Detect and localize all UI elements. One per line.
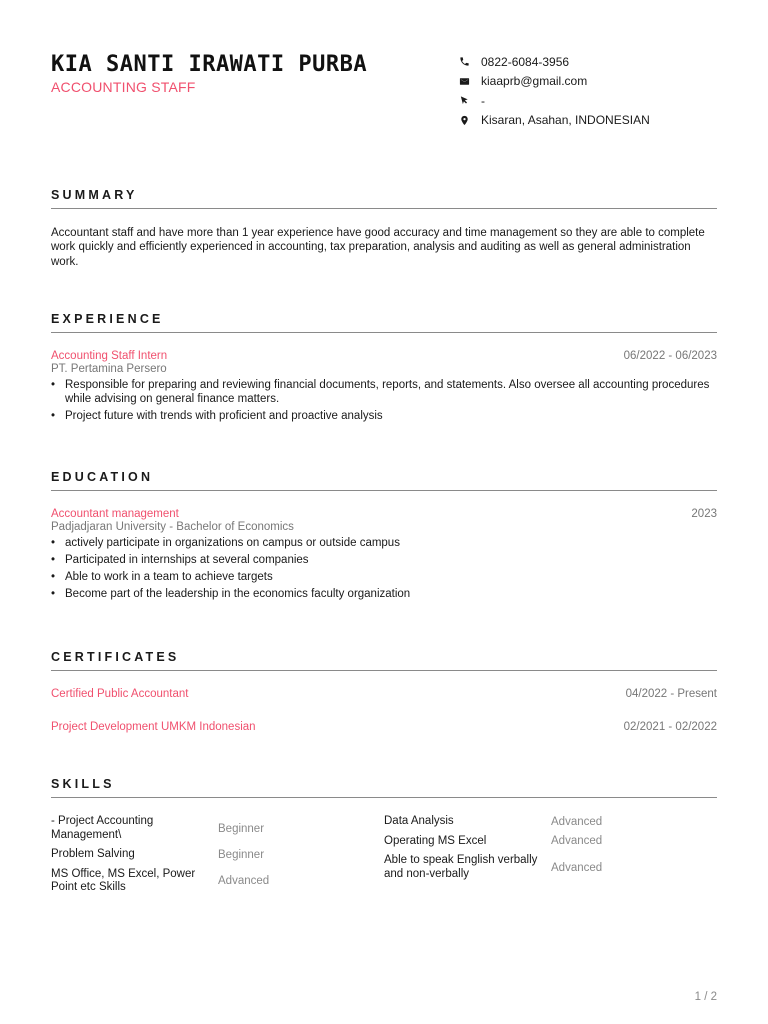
cursor-icon: [459, 95, 481, 106]
divider: [51, 490, 717, 491]
skill-item: [384, 815, 717, 829]
certificate-item: [51, 721, 717, 754]
skill-level: Advanced: [218, 875, 270, 887]
skill-level: Advanced: [551, 835, 603, 848]
skills-section: [51, 777, 717, 901]
certificate-date: 04/2022 - Present: [625, 688, 717, 700]
skill-level: Advanced: [551, 861, 603, 874]
bullet-item: • Project future with trends with proficient and proactive analysis: [51, 410, 717, 424]
skill-name: Data Analysis: [384, 815, 454, 827]
certificate-name: Project Development UMKM Indonesian: [51, 721, 256, 733]
skill-name: Able to speak English verbally and non-verbally: [384, 854, 538, 880]
skill-item: [384, 835, 717, 849]
summary-section: [51, 188, 717, 269]
certificates-section: [51, 650, 717, 754]
school-name: Padjadjaran University - Bachelor of Economics: [51, 521, 294, 533]
certificate-date: 02/2021 - 02/2022: [623, 721, 717, 733]
section-title: SKILLS: [51, 777, 115, 791]
skills-column-right: [384, 815, 717, 901]
skill-name: MS Office, MS Excel, Power Point etc Skills: [51, 867, 196, 893]
experience-entry: [51, 350, 717, 424]
divider: [51, 332, 717, 333]
contact-website-text: -: [481, 93, 485, 108]
location-pin-icon: [459, 115, 481, 126]
bullet-item: • Become part of the leadership in the economics faculty organization: [51, 588, 717, 602]
certificate-list: [51, 688, 717, 754]
skill-level: Beginner: [218, 822, 265, 835]
skill-item: [51, 868, 384, 895]
contact-phone: [459, 52, 650, 72]
job-bullets: [51, 379, 717, 424]
experience-section: [51, 312, 717, 427]
page-number: 1 / 2: [694, 991, 717, 1003]
section-title: EDUCATION: [51, 470, 154, 484]
contact-phone-text: 0822-6084-3956: [481, 54, 570, 69]
section-title: EXPERIENCE: [51, 312, 164, 326]
contact-website: [459, 91, 650, 111]
candidate-name: KIA SANTI IRAWATI PURBA: [51, 52, 368, 77]
section-title: SUMMARY: [51, 188, 138, 202]
company-name: PT. Pertamina Persero: [51, 363, 167, 375]
skills-column-left: [51, 815, 384, 901]
contact-list: [459, 52, 650, 130]
skill-name: Problem Salving: [51, 848, 135, 860]
contact-location: [459, 111, 650, 131]
divider: [51, 797, 717, 798]
skills-grid: [51, 815, 717, 901]
bullet-item: • Participated in internships at several companies: [51, 554, 717, 568]
divider: [51, 208, 717, 209]
skill-item: [384, 854, 717, 881]
email-icon: [459, 76, 481, 87]
summary-text: Accountant staff and have more than 1 year experience have good accuracy and time management so they are able to complete work quickly and efficiently experienced in accounting, tax preparation, analysis and auditing as well as general administration work.: [51, 227, 705, 268]
education-bullets: [51, 537, 717, 602]
contact-email-text: kiaaprb@gmail.com: [481, 74, 588, 89]
contact-email: [459, 72, 650, 92]
bullet-item: • Responsible for preparing and reviewing financial documents, reports, and statements. Also oversee all accounting procedures while advising on general finance matters.: [51, 379, 717, 407]
skill-name: - Project Accounting Management\: [51, 815, 154, 841]
candidate-role: ACCOUNTING STAFF: [51, 79, 196, 95]
resume-header: [51, 52, 717, 132]
section-title: CERTIFICATES: [51, 650, 180, 664]
phone-icon: [459, 56, 481, 67]
skill-name: Operating MS Excel: [384, 834, 487, 847]
education-date: 2023: [691, 508, 717, 520]
divider: [51, 670, 717, 671]
bullet-item: • Able to work in a team to achieve targets: [51, 571, 717, 585]
bullet-item: • actively participate in organizations on campus or outside campus: [51, 537, 717, 551]
skill-level: Advanced: [551, 815, 603, 828]
skill-level: Beginner: [218, 848, 265, 861]
education-field: Accountant management: [51, 508, 179, 520]
education-section: [51, 470, 717, 605]
contact-location-text: Kisaran, Asahan, INDONESIAN: [481, 113, 650, 128]
skill-item: [51, 848, 384, 862]
certificate-name: Certified Public Accountant: [51, 688, 189, 700]
job-title: Accounting Staff Intern: [51, 350, 168, 362]
certificate-item: [51, 688, 717, 721]
job-date: 06/2022 - 06/2023: [623, 350, 717, 362]
education-entry: [51, 508, 717, 602]
skill-item: [51, 815, 384, 842]
